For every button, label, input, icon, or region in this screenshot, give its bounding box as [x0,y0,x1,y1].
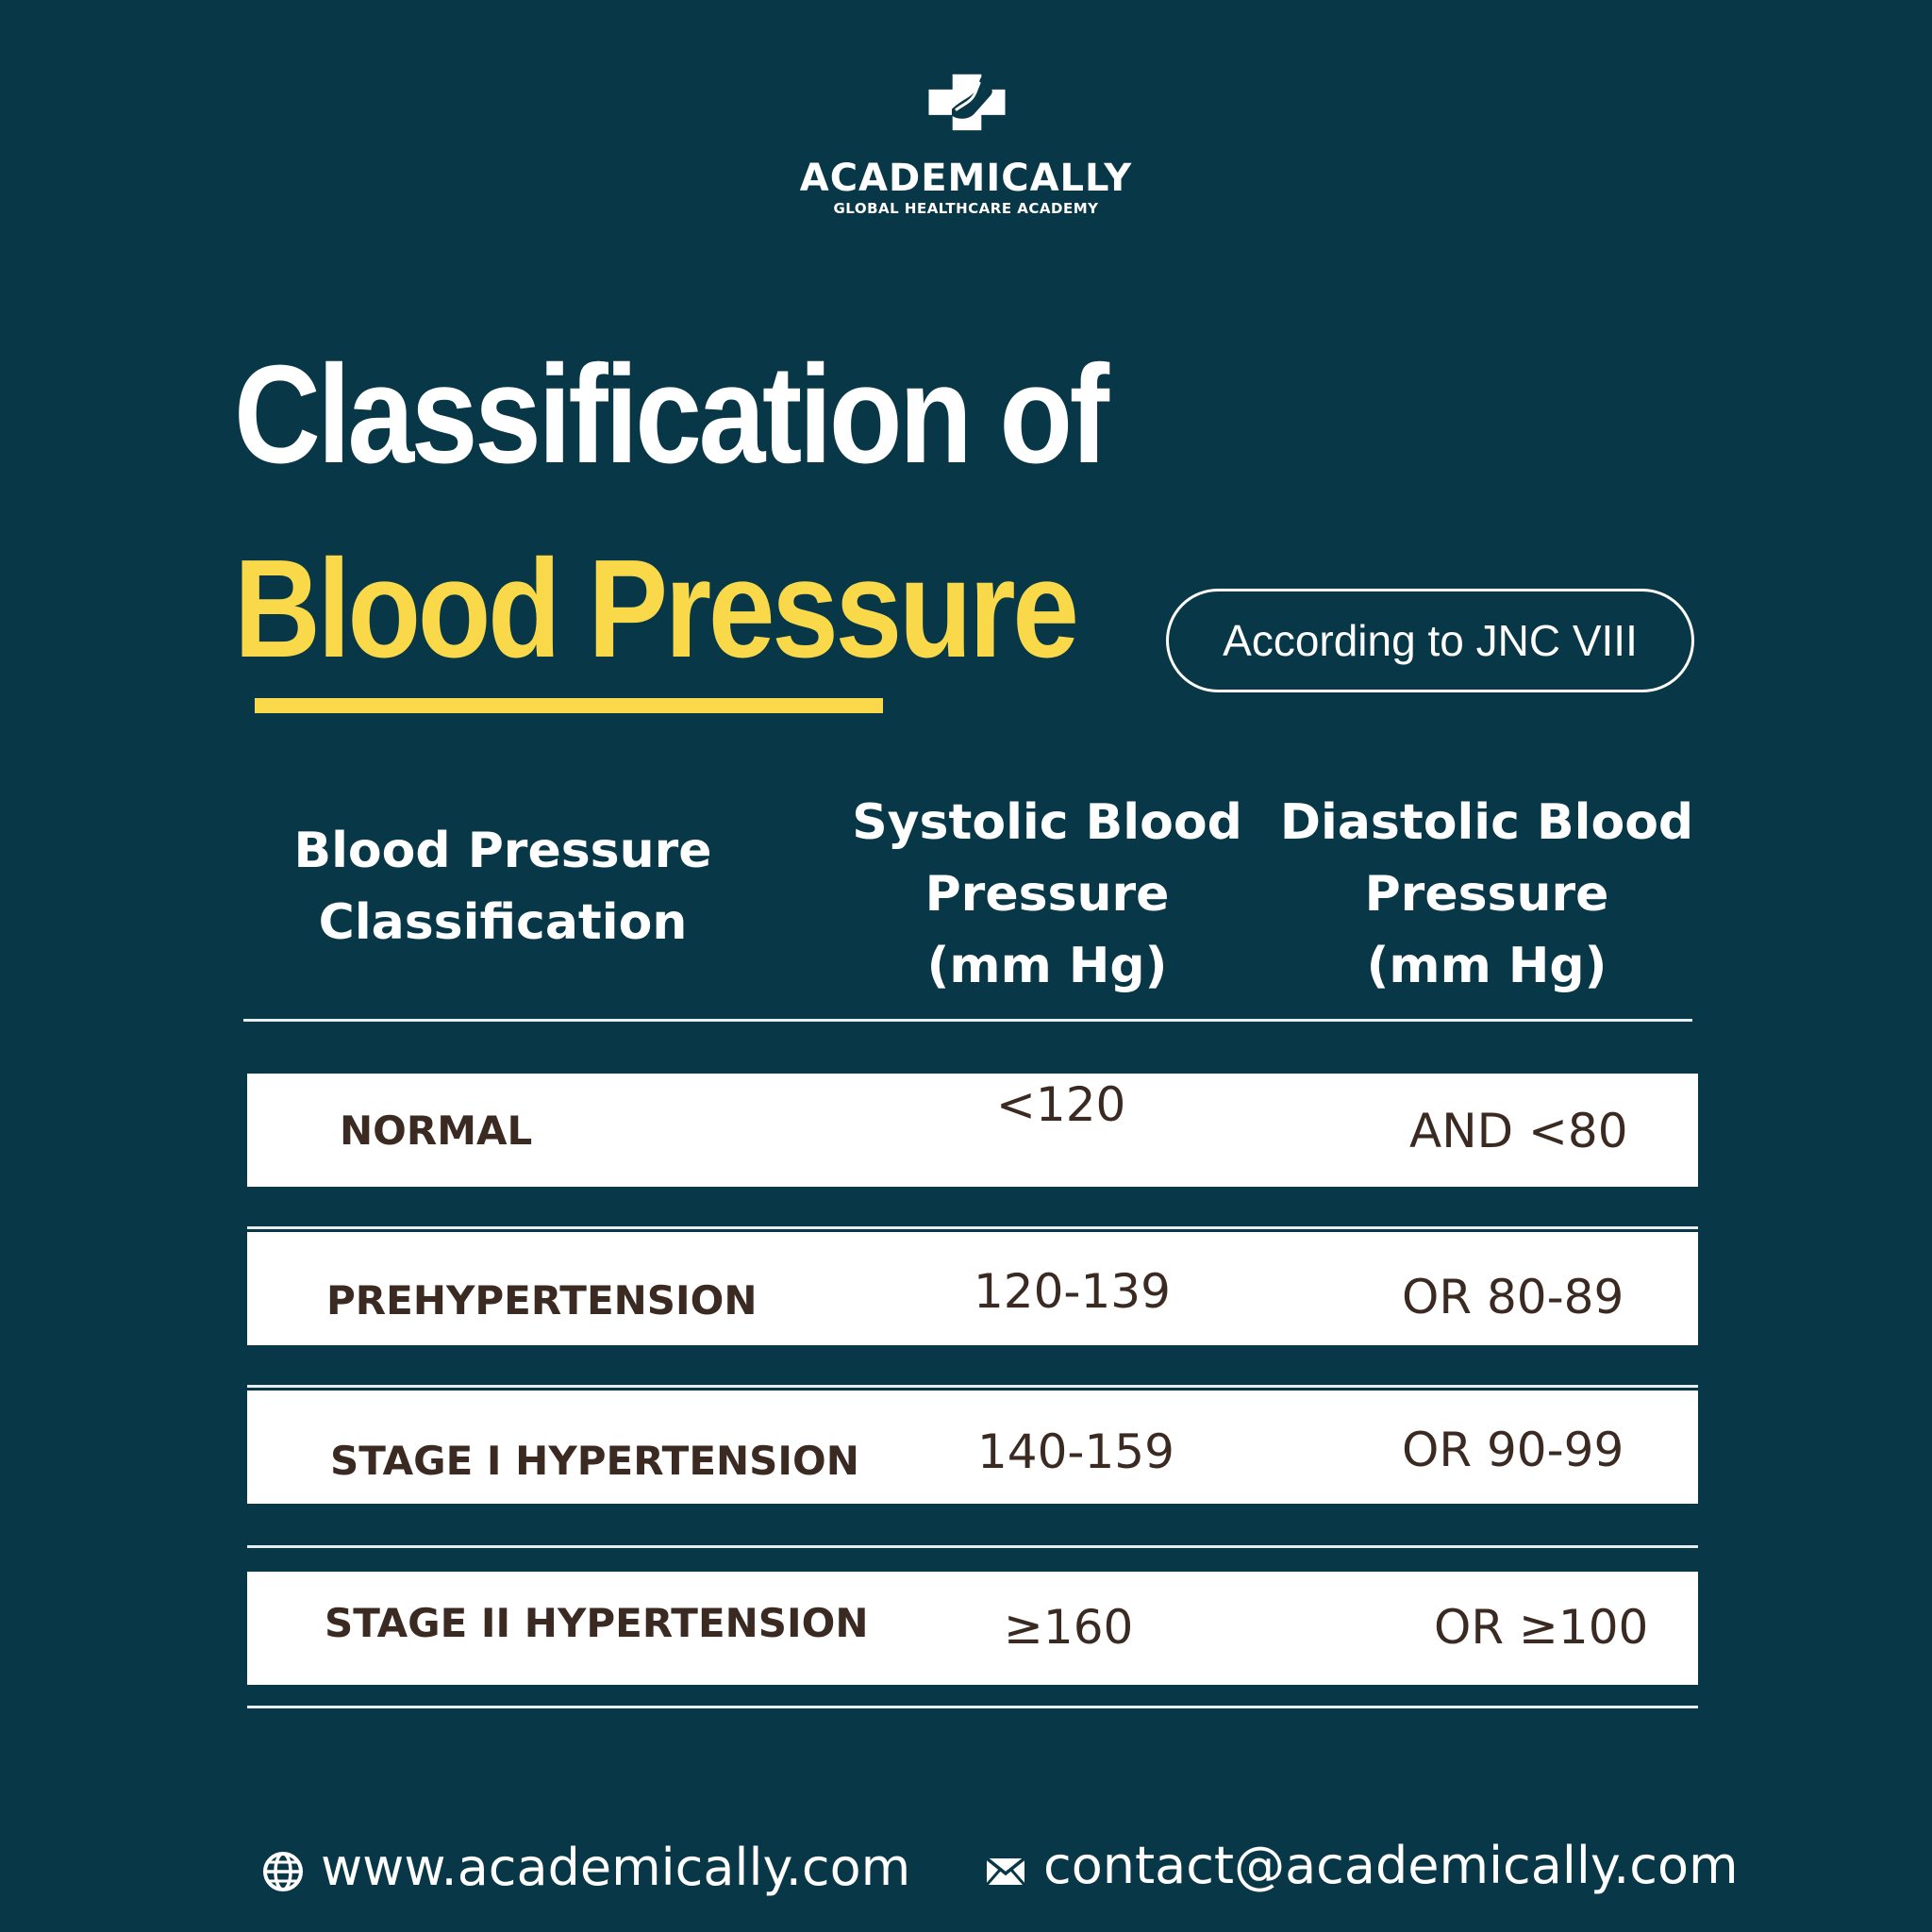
row-diastolic: AND <80 [1409,1104,1628,1158]
mail-icon [985,1857,1026,1887]
row-diastolic: OR ≥100 [1434,1600,1649,1655]
medical-cross-hand-icon [924,72,1009,134]
row-systolic: ≥160 [1004,1600,1134,1655]
table-row [247,1572,1698,1685]
title-line-2: Blood Pressure [234,531,1076,687]
header-systolic-line-2: Pressure [924,866,1170,923]
header-diastolic-line-1: Diastolic Blood [1279,794,1694,851]
header-systolic [830,787,1264,1002]
source-badge: According to JNC VIII [1166,589,1694,692]
header-classification-line-1: Blood Pressure [293,823,712,879]
header-classification-line-2: Classification [318,894,688,951]
row-divider [247,1385,1698,1388]
row-systolic: <120 [996,1077,1126,1132]
title-line-1: Classification of [234,337,1107,492]
table-row [247,1074,1698,1187]
website-link[interactable]: www.academically.com [321,1838,911,1897]
row-classification: STAGE II HYPERTENSION [325,1600,869,1646]
header-diastolic-line-2: Pressure [1364,866,1609,923]
row-divider [247,1226,1698,1229]
row-diastolic: OR 90-99 [1402,1423,1624,1477]
header-divider [243,1019,1692,1022]
row-systolic: 140-159 [977,1424,1174,1479]
table-row [247,1232,1698,1345]
row-systolic: 120-139 [974,1264,1171,1319]
row-diastolic: OR 80-89 [1402,1270,1624,1324]
row-classification: STAGE I HYPERTENSION [330,1438,859,1484]
row-divider [247,1545,1698,1548]
table-bottom-divider [247,1706,1698,1708]
brand-name: ACADEMICALLY [799,157,1133,200]
globe-icon [262,1851,304,1892]
email-link[interactable]: contact@academically.com [1043,1836,1739,1895]
table-row [247,1391,1698,1504]
header-systolic-line-3: (mm Hg) [926,938,1168,994]
row-classification: PREHYPERTENSION [326,1277,758,1324]
header-diastolic [1260,787,1713,1002]
row-classification: NORMAL [340,1108,533,1154]
title-underline [255,698,883,713]
header-classification [255,815,751,958]
header-diastolic-line-3: (mm Hg) [1366,938,1607,994]
brand-tagline: GLOBAL HEALTHCARE ACADEMY [833,200,1099,217]
header-systolic-line-1: Systolic Blood [852,794,1242,851]
